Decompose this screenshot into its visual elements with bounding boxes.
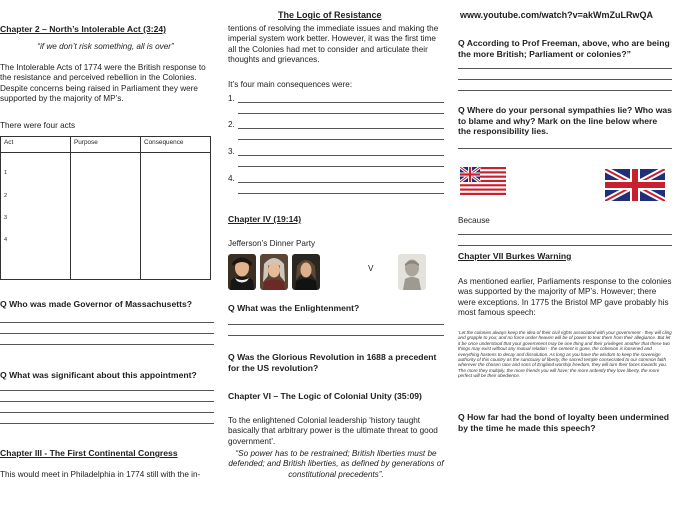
question-glorious-revolution: Q Was the Glorious Revolution in 1688 a precedent for the US revolution? <box>228 352 437 373</box>
answer-line[interactable] <box>238 182 444 183</box>
answer-line[interactable] <box>458 234 672 235</box>
consequence-number: 2. <box>228 120 235 129</box>
acts-header-act: Act <box>1 137 71 153</box>
acts-header-purpose: Purpose <box>71 137 141 153</box>
acts-header-consequence: Consequence <box>141 137 211 153</box>
answer-line[interactable] <box>238 139 444 140</box>
acts-table <box>0 136 211 280</box>
answer-line[interactable] <box>228 335 444 336</box>
acts-row-label: 1 <box>4 170 8 176</box>
grand-union-flag <box>460 167 506 200</box>
consequence-number: 3. <box>228 147 235 156</box>
portrait-bust <box>398 254 426 290</box>
portrait-newton <box>260 254 288 290</box>
chapter-7-heading: Chapter VII Burkes Warning <box>458 251 572 261</box>
chapter-7-body: As mentioned earlier, Parliaments response to the colonies was supported by the majority of MP’s. However; there were exceptions. In 1775 the Bristol MP gave probably his most famous speech: <box>458 277 672 318</box>
answer-line[interactable] <box>458 90 672 91</box>
answer-line[interactable] <box>238 128 444 129</box>
question-governor: Q Who was made Governor of Massachusetts? <box>0 299 192 309</box>
chapter-3-heading: Chapter III - The First Continental Congress <box>0 448 178 458</box>
answer-line[interactable] <box>0 423 214 424</box>
chapter-2-body: The Intolerable Acts of 1774 were the British response to the resistance and perceived rebellion in the Colonies. Despite concerns being raised in Parliament they were supported by the majority of MP’s. <box>0 63 206 104</box>
chapter-4-heading: Chapter IV (19:14) <box>228 214 302 224</box>
portrait-bacon <box>228 254 256 290</box>
consequence-number: 1. <box>228 94 235 103</box>
acts-col-consequence[interactable] <box>141 153 211 280</box>
question-bond-of-loyalty: Q How far had the bond of loyalty been undermined by the time he made this speech? <box>458 412 670 433</box>
congress-continued-body: tentions of resolving the immediate issues and making the imperial system work better. However, it was the first time all the Colonies had met to consider and articulate their thoughts and grievances. <box>228 24 439 65</box>
acts-col-act[interactable] <box>1 153 71 280</box>
answer-line[interactable] <box>238 193 444 194</box>
answer-line[interactable] <box>0 344 214 345</box>
answer-line[interactable] <box>0 390 214 391</box>
chapter-6-quote: “So power has to be restrained; British liberties must be defended; and British liberties, as defined by generations of constitutional precedents”. <box>228 449 444 479</box>
question-significance: Q What was significant about this appointment? <box>0 370 197 380</box>
question-freeman: Q According to Prof Freeman, above, who are being the more British; Parliament or colonies?” <box>458 38 670 59</box>
answer-line[interactable] <box>458 68 672 69</box>
question-sympathies: Q Where do your personal sympathies lie? Who was to blame and why? Mark on the line below where the responsibility lies. <box>458 105 672 137</box>
answer-line[interactable] <box>238 102 444 103</box>
acts-row-label: 4 <box>4 237 8 243</box>
consequence-number: 4. <box>228 174 235 183</box>
question-enlightenment: Q What was the Enlightenment? <box>228 303 360 313</box>
page-title: The Logic of Resistance <box>278 10 382 20</box>
answer-line[interactable] <box>0 333 214 334</box>
versus-label: V <box>368 264 374 273</box>
answer-line[interactable] <box>228 324 444 325</box>
answer-line[interactable] <box>458 245 672 246</box>
consequences-intro: It’s four main consequences were: <box>228 80 353 89</box>
acts-row-label: 3 <box>4 215 8 221</box>
dinner-party-label: Jefferson’s Dinner Party <box>228 239 316 248</box>
answer-line[interactable] <box>0 412 214 413</box>
answer-line[interactable] <box>238 166 444 167</box>
because-label: Because <box>458 216 490 225</box>
answer-line[interactable] <box>238 113 444 114</box>
portrait-locke <box>292 254 320 290</box>
chapter-3-body: This would meet in Philadelphia in 1774 still with the in- <box>0 470 201 479</box>
chapter-2-quote: “if we don’t risk something, all is over” <box>37 42 174 51</box>
chapter-2-heading: Chapter 2 – North’s Intolerable Act (3:24) <box>0 24 167 34</box>
chapter-6-body: To the enlightened Colonial leadership ‘history taught basically that arbitrary power is the ultimate threat to good government’. <box>228 416 438 446</box>
video-url[interactable]: www.youtube.com/watch?v=akWmZuLRwQA <box>460 10 653 20</box>
chapter-6-heading: Chapter VI – The Logic of Colonial Unity (35:09) <box>228 391 422 401</box>
acts-intro: There were four acts <box>0 121 76 130</box>
union-jack-flag <box>605 169 665 206</box>
answer-line[interactable] <box>0 401 214 402</box>
answer-line[interactable] <box>458 79 672 80</box>
responsibility-line[interactable] <box>458 148 672 149</box>
acts-col-purpose[interactable] <box>71 153 141 280</box>
acts-row-label: 2 <box>4 193 8 199</box>
answer-line[interactable] <box>0 322 214 323</box>
burke-speech-quote: ‘Let the colonies always keep the idea of their civil rights associated with your government - they will cling and grapple to you; and no force under heaven will be of power to tear them from their allegiance. But let it be once understood that your government may be one thing and their privileges another that these two things may exist without any mutual relation - the cement is gone, the cohesion is loosened and everything hastens to decay and dissolution. As long as you have the wisdom to keep the sovereign authority of this country as the sanctuary of liberty, the sacred temple consecrated to our common faith wherever the chosen race and sons of England worship freedom, they will turn their faces towards you. The more they multiply, the more friends you will have; the more ardently they love liberty, the more perfect will be their obedience. <box>458 330 672 379</box>
answer-line[interactable] <box>238 155 444 156</box>
